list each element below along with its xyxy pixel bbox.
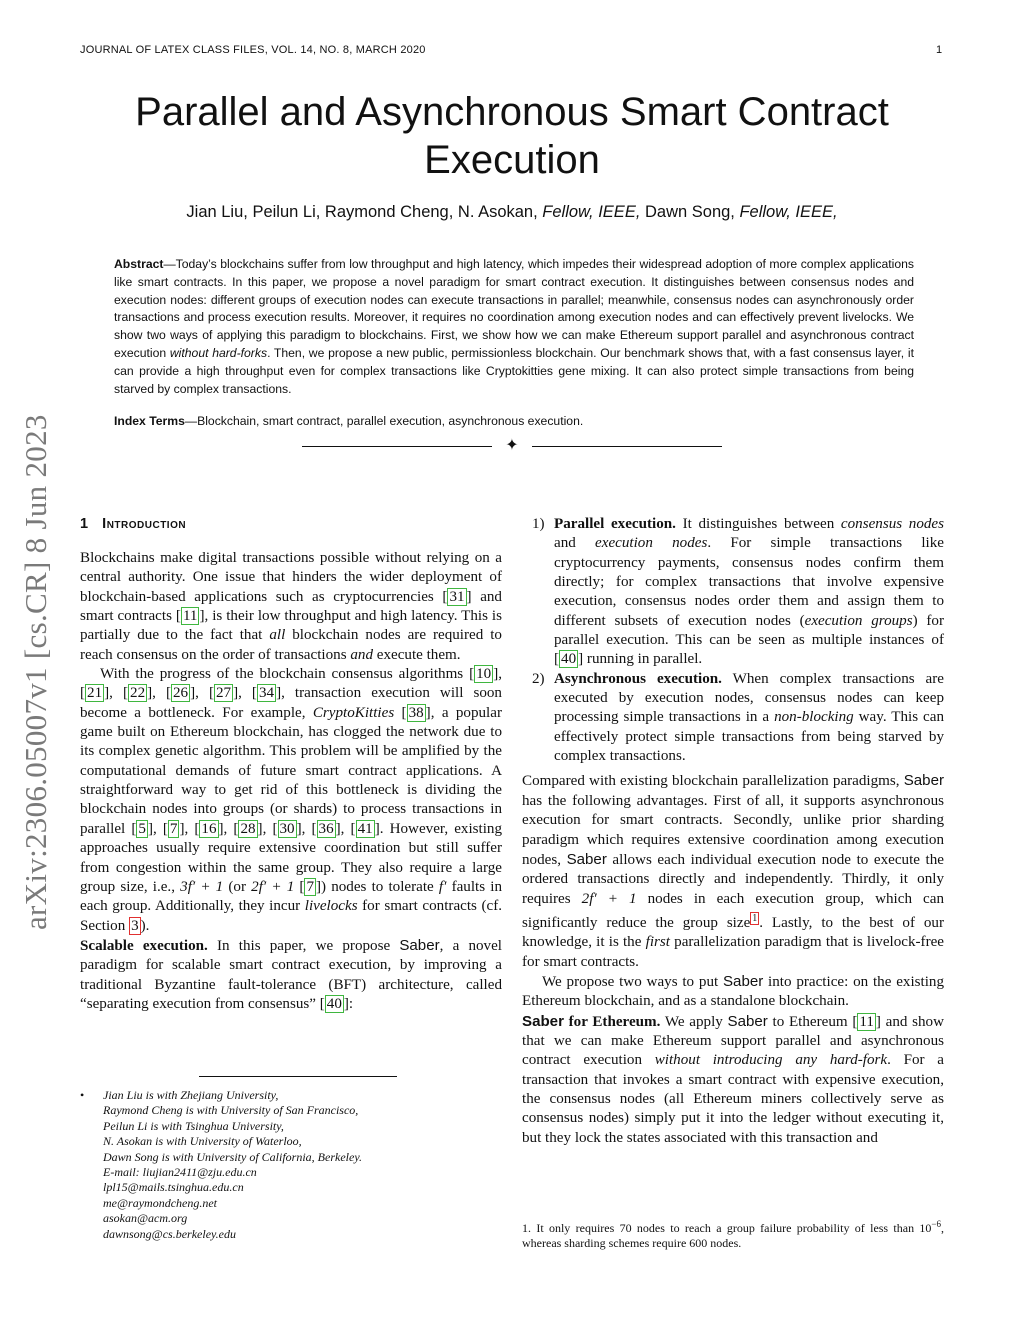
page-number: 1	[936, 44, 943, 56]
affiliation-line: Dawn Song is with University of California, Berkeley.	[103, 1149, 362, 1164]
citation-link[interactable]: 28	[240, 820, 256, 837]
citation-link[interactable]: 31	[449, 588, 465, 605]
paragraph: Blockchains make digital transactions possible without relying on a central authority. One issue that hinders the wider deployment of blockchain-based applications such as cryptocurrencies [ 31 ] and smart contracts [ 11 ], is their low throughput and high latency. This is partially due to the fact that all blockchain nodes are required to reach consensus on the order of transactions and execute them.	[80, 550, 502, 663]
affiliation-line: Peilun Li is with Tsinghua University,	[103, 1118, 284, 1133]
citation-link[interactable]: 10	[476, 666, 492, 683]
citation-link[interactable]: 7	[169, 820, 178, 837]
section-title: Introduction	[102, 516, 187, 532]
author-names: Jian Liu, Peilun Li, Raymond Cheng, N. Asokan,	[186, 203, 543, 221]
author-title-fellow: Fellow, IEEE,	[542, 203, 641, 221]
email-line: asokan@acm.org	[103, 1211, 188, 1226]
right-column	[522, 515, 944, 1148]
list-item: 2) Asynchronous execution. When complex transactions are executed by execution nodes, consensus nodes can keep processing simple transactions in a non-blocking way. This can effectively protect simple transactions from being starved by complex transactions.	[532, 670, 944, 765]
abstract-emphasis: without hard-forks	[169, 345, 268, 360]
affiliation-line: N. Asokan is with University of Waterloo,	[103, 1134, 302, 1149]
footnote-rule	[199, 1076, 397, 1077]
author-list	[80, 203, 944, 222]
paper-title: Parallel and Asynchronous Smart Contract Execution	[135, 90, 889, 182]
abstract-label: Abstract	[114, 257, 164, 271]
citation-link[interactable]: 21	[87, 685, 103, 702]
system-name: Saber	[566, 850, 607, 868]
separator-rule	[532, 446, 722, 447]
citation-link[interactable]: 30	[279, 820, 295, 837]
citation-link[interactable]: 34	[258, 685, 275, 702]
author-name-song: Dawn Song,	[640, 203, 740, 221]
email-line: lpl15@mails.tsinghua.edu.cn	[103, 1180, 244, 1195]
citation-link[interactable]: 27	[215, 685, 232, 702]
index-terms	[114, 413, 914, 431]
citation-link[interactable]: 36	[318, 820, 334, 837]
system-name: Saber	[727, 1012, 768, 1030]
citation-link[interactable]: 40	[326, 995, 342, 1012]
arxiv-stamp: arXiv:2306.05007v1 [cs.CR] 8 Jun 2023	[18, 414, 53, 930]
citation-link[interactable]: 41	[357, 820, 373, 837]
citation-link[interactable]: 26	[173, 685, 189, 702]
left-column	[80, 549, 502, 1014]
index-terms-label: Index Terms	[114, 414, 185, 428]
abstract-text: . Then, we propose a new public, permissionless blockchain. Our benchmark shows that, with a fast consensus layer, it can provide a high throughput even for complex transactions like Cryptokitties gene mixing. It can also protect simple transactions from being starved by complex transactions.	[114, 345, 914, 396]
separator-rule	[302, 446, 492, 447]
citation-link[interactable]: 38	[408, 704, 424, 721]
affiliation-line: Jian Liu is with Zhejiang University,	[103, 1088, 279, 1102]
footnote: 1. It only requires 70 nodes to reach a group failure probability of less than $10^{-6}$, whereas sharding schemes require 600 nodes.	[522, 1219, 944, 1251]
citation-link[interactable]: 16	[201, 820, 217, 837]
author-title-fellow: Fellow, IEEE,	[739, 203, 838, 221]
system-name: Saber	[399, 936, 440, 954]
citation-link[interactable]: 40	[561, 651, 577, 668]
email-line: me@raymondcheng.net	[103, 1195, 218, 1210]
section-link[interactable]: 3	[131, 917, 139, 934]
bullet: •	[80, 1088, 85, 1102]
abstract-text: —Today’s blockchains suffer from low throughput and high latency, which impedes their widespread adoption of more complex applications like smart contracts. In this paper, we propose a novel paradigm for smart contract execution. It distinguishes between consensus nodes and execution nodes: different groups of execution nodes can execute transactions in parallel; meanwhile, consensus nodes can asynchronously order transactions and process execution results. Moreover, it requires no coordination among execution nodes and can effectively prevent livelocks. We show two ways of applying this paradigm to blockchains. First, we show how we can make Ethereum support parallel and asynchronous contract execution	[114, 257, 914, 360]
citation-link[interactable]: 22	[130, 685, 146, 702]
diamond-star-icon: ✦	[505, 437, 519, 454]
system-name: Saber	[522, 1012, 564, 1030]
system-name: Saber	[722, 972, 764, 990]
paragraph: With the progress of the blockchain consensus algorithms [ 10 ], [ 21 ], [ 22 ], [ 26 ], [ 27 ], [ 34 ], transaction execution will soon become a bottleneck. For example, CryptoKitties [ 38 ], a popular game built on Ethereum blockchain, has clogged the network due to its complex genetic algorithm. This problem will be amplified by the computational demands of future smart contract applications. A straightforward way to get rid of this bottleneck is dividing the blockchain nodes into groups (or shards) to process transactions in parallel [ 5 ], [ 7 ], [ 16 ], [ 28 ], [ 30 ], [ 36 ], [ 41 ]. However, existing approaches usually require extensive coordination but still suffer from congestion within the same group. They also require a large group size, i.e., 3f′ + 1 (or 2f′ + 1 [ 7 ]) nodes to tolerate f′ faults in each group. Additionally, they incur livelocks for smart contracts (cf. Section 3 ).	[80, 666, 503, 934]
abstract	[114, 256, 914, 398]
footnote-marker[interactable]: 1	[752, 912, 758, 924]
paragraph: Saber for Ethereum. We apply Saber to Ethereum [ 11 ] and show that we can make Ethereum support parallel and asynchronous contract execution without introducing any hard-fork. For a transaction that invokes a smart contract with expensive execution, the consensus nodes (all Ethereum miners collectively serve as consensus nodes) simply put it into the ledger without executing it, but they lock the states associated with this transaction and	[522, 1012, 944, 1146]
section-heading	[80, 516, 186, 532]
section-number: 1	[80, 516, 89, 532]
email-line: E-mail: liujian2411@zju.edu.cn	[103, 1165, 257, 1180]
system-name: Saber	[903, 772, 944, 790]
running-header: JOURNAL OF LATEX CLASS FILES, VOL. 14, NO. 8, MARCH 2020	[80, 44, 426, 56]
affiliation-line: Raymond Cheng is with University of San Francisco,	[103, 1103, 359, 1118]
index-terms-text: —Blockchain, smart contract, parallel execution, asynchronous execution.	[184, 414, 584, 428]
citation-link[interactable]: 11	[859, 1013, 874, 1030]
citation-link[interactable]: 11	[182, 608, 198, 625]
paragraph: Compared with existing blockchain parallelization paradigms, Saber has the following advantages. First of all, it supports asynchronous execution for smart contracts. Secondly, unlike prior sharding paradigm which requires extensive coordination among execution nodes, Saber allows each individual execution node to execute the ordered transactions directly and independently. Thirdly, it only requires 2f′ + 1 nodes in each execution group, which can significantly reduce the group size $^1$ . Lastly, to the best of our knowledge, it is the first parallelization paradigm that is livelock-free for smart contracts.	[522, 772, 945, 970]
citation-link[interactable]: 5	[138, 820, 146, 837]
list-item: 1) Parallel execution. It distinguishes between consensus nodes and execution nodes. For simple transactions like cryptocurrency payments, consensus nodes confirm them directly; for complex transactions that involve expensive execution, consensus nodes order them and assign them to different subsets of execution nodes (execution groups) for parallel execution. This can be seen as multiple instances of [ 40 ] running in parallel.	[532, 516, 945, 668]
email-line: dawnsong@cs.berkeley.edu	[103, 1226, 237, 1241]
paragraph: Scalable execution. In this paper, we propose Saber, a novel paradigm for scalable smart contract execution, by improving a traditional Byzantine fault-tolerance (BFT) architecture, called “separating execution from consensus” [ 40 ]:	[80, 936, 502, 1012]
paragraph: We propose two ways to put Saber into practice: on the existing Ethereum blockchain, and as a standalone blockchain.	[522, 972, 944, 1010]
citation-link[interactable]: 7	[306, 878, 314, 895]
